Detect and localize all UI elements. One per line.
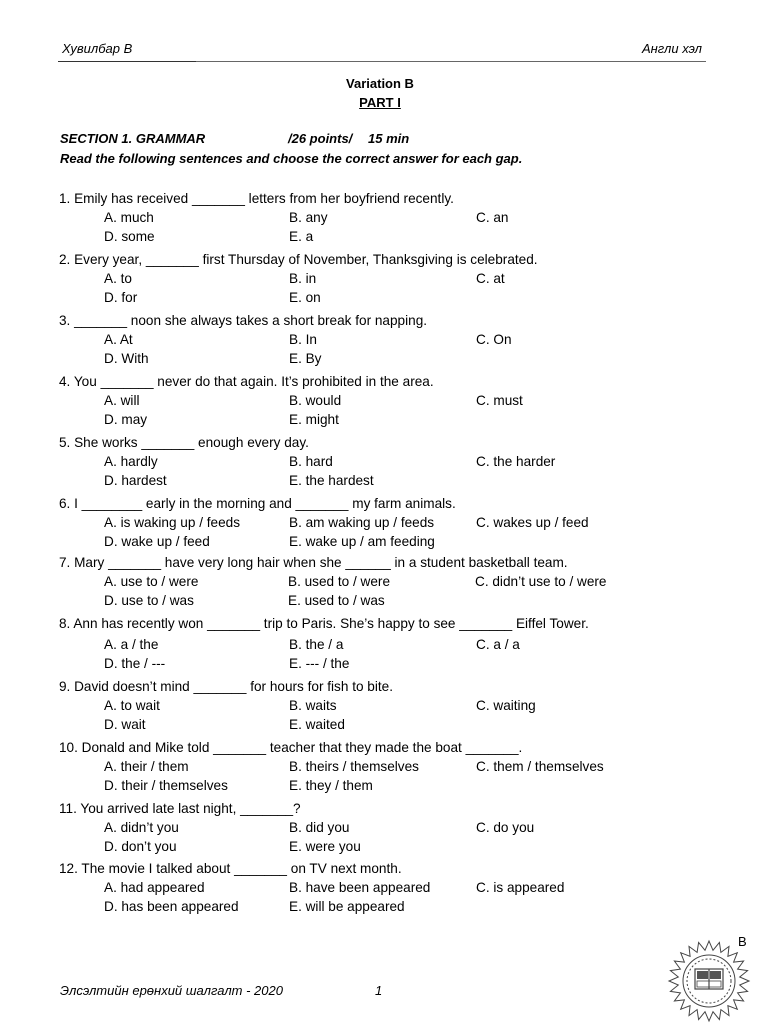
footer-exam-name: Элсэлтийн ерөнхий шалгалт - 2020 (60, 983, 283, 998)
answer-option: B. am waking up / feeds (289, 515, 435, 530)
answer-option: D. With (104, 351, 149, 366)
answer-option: C. waiting (476, 698, 536, 713)
page-number: 1 (375, 983, 383, 998)
answer-option: D. wait (104, 717, 146, 732)
answer-option: D. has been appeared (104, 899, 239, 914)
answer-option: D. for (104, 290, 138, 305)
answer-option: E. might (289, 412, 339, 427)
answer-option: B. would (289, 393, 342, 408)
answer-option: B. hard (289, 454, 333, 469)
question-text: 8. Ann has recently won _______ trip to Paris. She’s happy to see _______ Eiffel Tower. (59, 616, 589, 631)
question-text: 3. _______ noon she always takes a short break for napping. (59, 313, 428, 328)
answer-option: A. a / the (104, 637, 159, 652)
answer-option: C. do you (476, 820, 535, 835)
question-text: 11. You arrived late last night, _______? (59, 801, 301, 816)
answer-option: D. their / themselves (104, 778, 228, 793)
answer-option: C. at (476, 271, 505, 286)
answer-option: D. use to / was (104, 593, 194, 608)
answer-option: D. may (104, 412, 148, 427)
answer-option: A. is waking up / feeds (104, 515, 241, 530)
answer-option: E. they / them (289, 778, 373, 793)
answer-option: E. wake up / am feeding (289, 534, 435, 549)
answer-option: C. On (476, 332, 512, 347)
question-text: 2. Every year, _______ first Thursday of November, Thanksgiving is celebrated. (59, 252, 538, 267)
variation-title: Variation B (346, 76, 414, 91)
section-name: SECTION 1. GRAMMAR (60, 131, 206, 146)
question-text: 9. David doesn’t mind _______ for hours for fish to bite. (59, 679, 393, 694)
answer-option: A. their / them (104, 759, 189, 774)
answer-option: C. is appeared (476, 880, 565, 895)
answer-option: C. must (476, 393, 523, 408)
answer-option: A. hardly (104, 454, 158, 469)
section-time: 15 min (368, 131, 410, 146)
answer-option: E. By (289, 351, 322, 366)
answer-option: B. any (289, 210, 328, 225)
answer-option: B. have been appeared (289, 880, 431, 895)
answer-option: B. in (289, 271, 317, 286)
answer-option: D. some (104, 229, 155, 244)
question-text: 4. You _______ never do that again. It’s prohibited in the area. (59, 374, 434, 389)
answer-option: C. wakes up / feed (476, 515, 589, 530)
question-text: 7. Mary _______ have very long hair when she ______ in a student basketball team. (59, 555, 568, 570)
answer-option: C. the harder (476, 454, 556, 469)
answer-option: B. did you (289, 820, 350, 835)
answer-option: D. wake up / feed (104, 534, 210, 549)
answer-option: E. --- / the (289, 656, 350, 671)
seal-letter: B (738, 934, 747, 949)
answer-option: A. At (104, 332, 133, 347)
answer-option: A. use to / were (104, 574, 199, 589)
question-text: 6. I ________ early in the morning and _______ my farm animals. (59, 496, 456, 511)
answer-option: B. waits (289, 698, 337, 713)
answer-option: B. theirs / themselves (289, 759, 419, 774)
answer-option: C. them / themselves (476, 759, 604, 774)
section-instruction: Read the following sentences and choose the correct answer for each gap. (60, 151, 523, 166)
answer-option: E. waited (289, 717, 345, 732)
answer-option: C. a / a (476, 637, 520, 652)
answer-option: D. don’t you (104, 839, 177, 854)
answer-option: D. hardest (104, 473, 167, 488)
question-text: 10. Donald and Mike told _______ teacher that they made the boat _______. (59, 740, 523, 755)
answer-option: C. an (476, 210, 509, 225)
answer-option: A. didn’t you (104, 820, 179, 835)
header-left-text: Хувилбар В (62, 41, 133, 56)
header-right-text: Англи хэл (641, 41, 702, 56)
answer-option: B. In (289, 332, 317, 347)
answer-option: C. didn’t use to / were (475, 574, 607, 589)
section-points: /26 points/ (288, 131, 353, 146)
answer-option: E. the hardest (289, 473, 374, 488)
answer-option: A. will (104, 393, 140, 408)
answer-option: E. used to / was (288, 593, 385, 608)
answer-option: E. will be appeared (289, 899, 405, 914)
answer-option: B. used to / were (288, 574, 391, 589)
exam-seal-logo (666, 938, 752, 1024)
question-text: 1. Emily has received _______ letters from her boyfriend recently. (59, 191, 454, 206)
answer-option: A. had appeared (104, 880, 205, 895)
answer-option: E. a (289, 229, 314, 244)
answer-option: D. the / --- (104, 656, 166, 671)
part-title: PART I (359, 95, 401, 110)
answer-option: E. were you (289, 839, 361, 854)
answer-option: A. to wait (104, 698, 160, 713)
answer-option: A. to (104, 271, 132, 286)
question-text: 12. The movie I talked about _______ on TV next month. (59, 861, 402, 876)
question-text: 5. She works _______ enough every day. (59, 435, 309, 450)
answer-option: B. the / a (289, 637, 344, 652)
answer-option: A. much (104, 210, 154, 225)
answer-option: E. on (289, 290, 321, 305)
